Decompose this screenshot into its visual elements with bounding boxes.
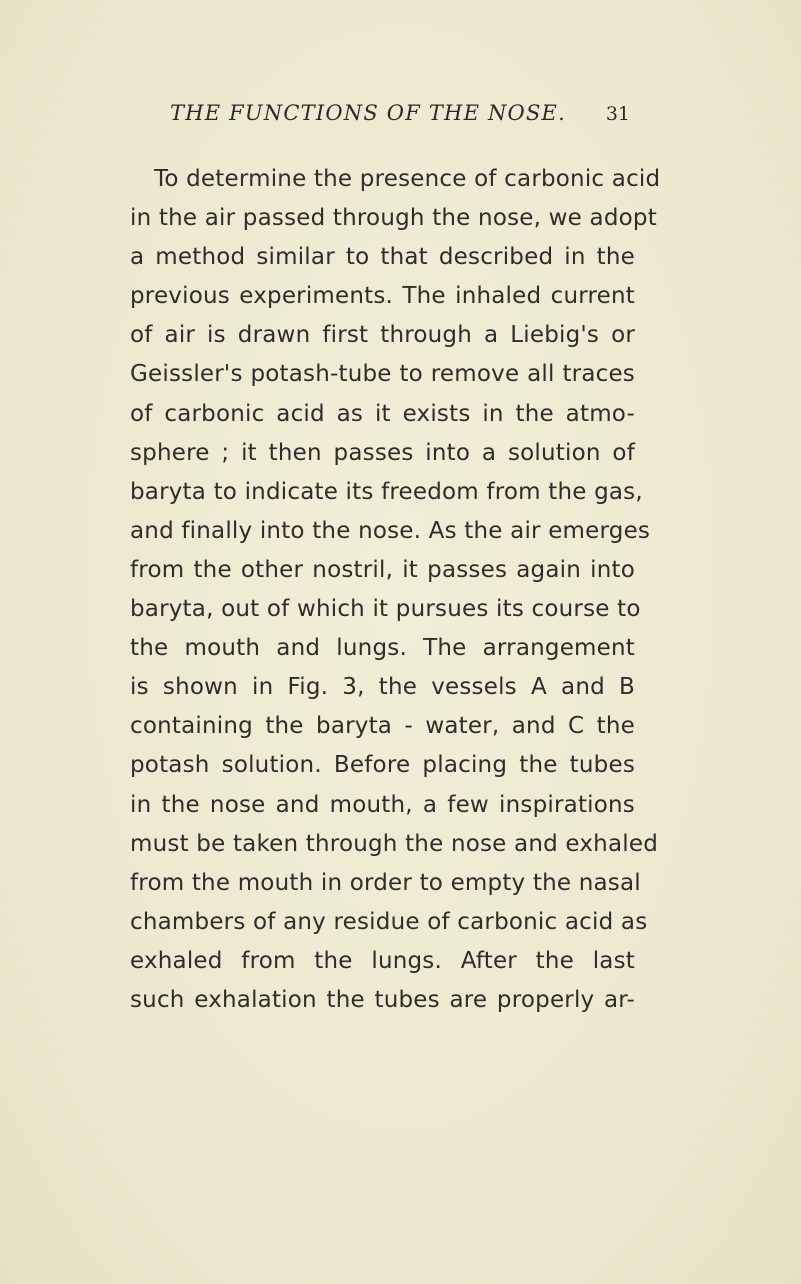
text-line: of air is drawn first through a Liebig's or bbox=[130, 322, 635, 349]
text-line: such exhalation the tubes are properly ar- bbox=[130, 986, 635, 1013]
text-line: and finally into the nose. As the air emerges bbox=[130, 517, 651, 544]
text-line: in the air passed through the nose, we adopt bbox=[130, 205, 657, 232]
text-line: sphere ; it then passes into a solution of bbox=[130, 439, 635, 466]
text-line: from the mouth in order to empty the nasal bbox=[130, 869, 641, 896]
text-line: baryta to indicate its freedom from the gas, bbox=[130, 478, 643, 505]
text-line: chambers of any residue of carbonic acid as bbox=[130, 908, 648, 935]
page-number: 31 bbox=[605, 103, 630, 125]
text-line: a method similar to that described in the bbox=[130, 244, 635, 271]
text-line: from the other nostril, it passes again into bbox=[130, 556, 635, 583]
text-line: potash solution. Before placing the tubes bbox=[130, 752, 635, 779]
text-line: exhaled from the lungs. After the last bbox=[130, 947, 635, 974]
text-line: of carbonic acid as it exists in the atmo- bbox=[130, 400, 635, 427]
text-line: previous experiments. The inhaled current bbox=[130, 283, 635, 310]
text-line: containing the baryta - water, and C the bbox=[130, 713, 635, 740]
text-line: is shown in Fig. 3, the vessels A and B bbox=[130, 674, 635, 701]
text-line: Geissler's potash-tube to remove all traces bbox=[130, 361, 635, 388]
text-line: baryta, out of which it pursues its course to bbox=[130, 596, 641, 623]
text-line: must be taken through the nose and exhaled bbox=[130, 830, 658, 857]
running-head bbox=[170, 101, 630, 131]
text-line: the mouth and lungs. The arrangement bbox=[130, 635, 635, 662]
text-line: To determine the presence of carbonic acid bbox=[154, 166, 661, 192]
text-line: in the nose and mouth, a few inspirations bbox=[130, 791, 635, 818]
running-title: THE FUNCTIONS OF THE NOSE. bbox=[170, 101, 566, 125]
body-paragraph bbox=[130, 160, 661, 1020]
